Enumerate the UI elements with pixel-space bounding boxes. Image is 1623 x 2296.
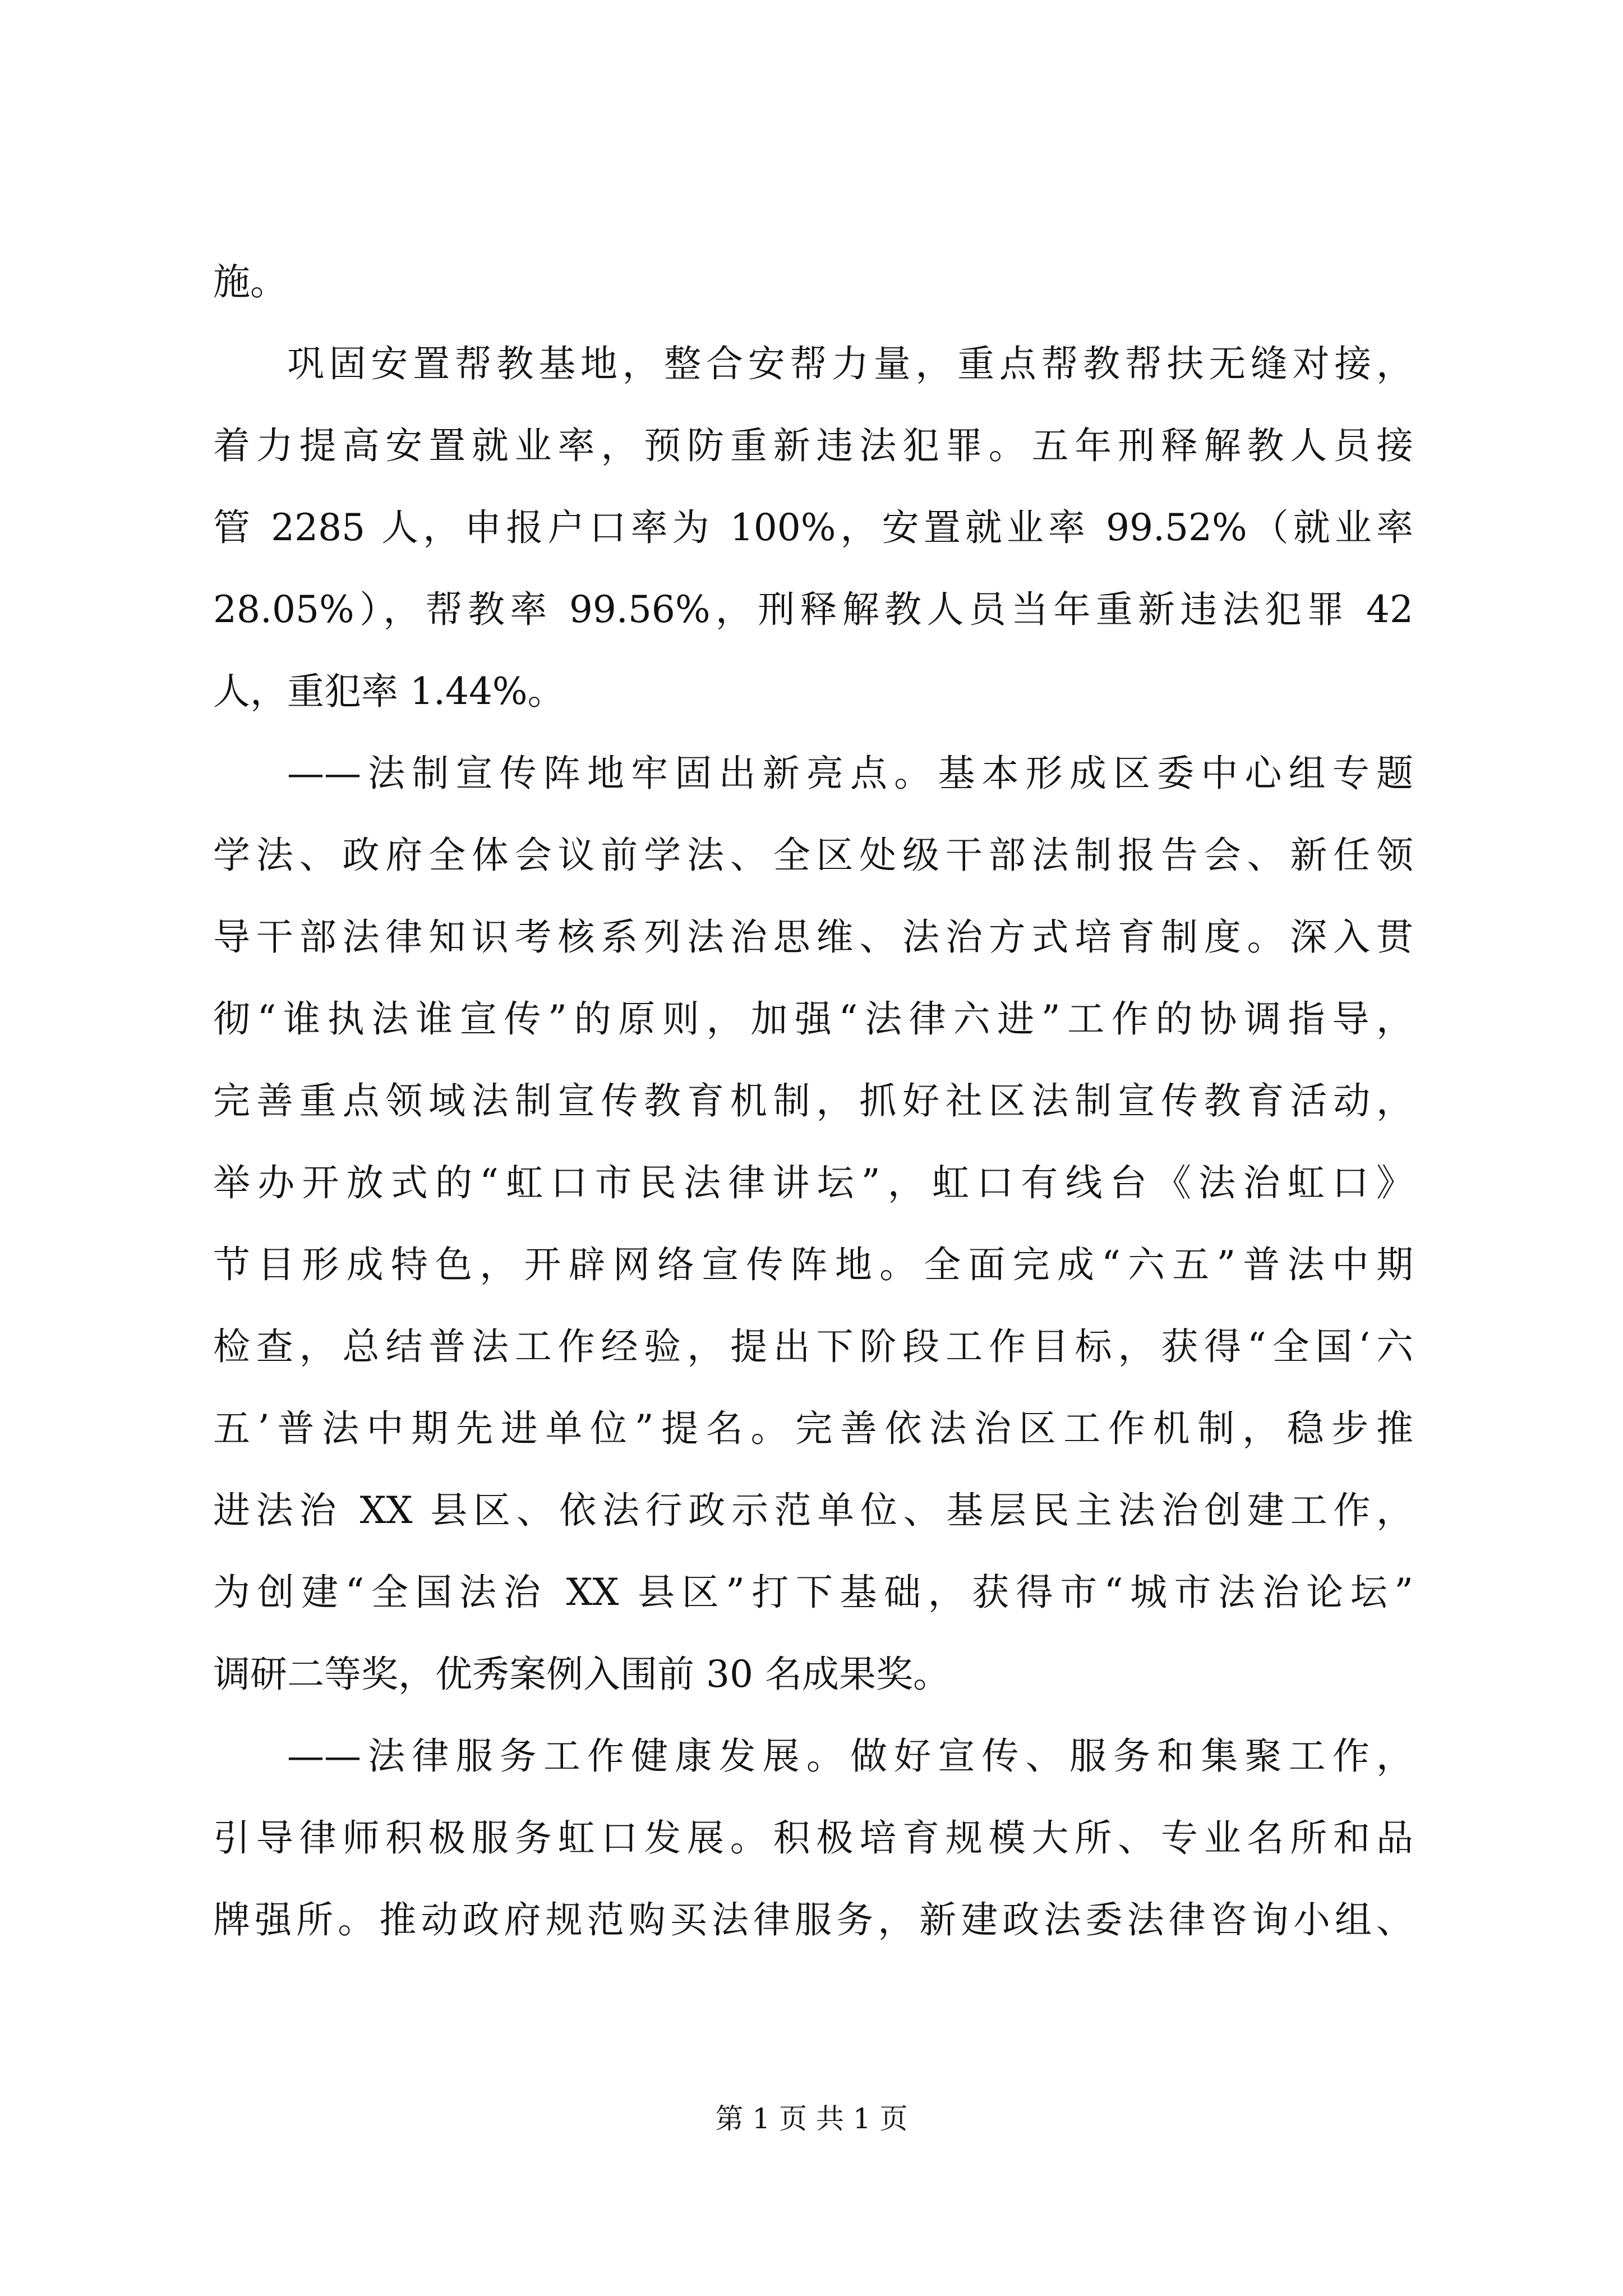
text-line: 彻“谁执法谁宣传”的原则，加强“法律六进”工作的协调指导， — [213, 997, 1413, 1041]
text-line: 为创建“全国法治 XX 县区”打下基础，获得市“城市法治论坛” — [213, 1571, 1413, 1614]
text-line: 学法、政府全体会议前学法、全区处级干部法制报告会、新任领 — [213, 834, 1413, 877]
text-line: 引导律师积极服务虹口发展。积极培育规模大所、专业名所和品 — [213, 1816, 1413, 1860]
text-line: 举办开放式的“虹口市民法律讲坛”，虹口有线台《法治虹口》 — [213, 1161, 1413, 1204]
text-line: 施。 — [213, 260, 287, 303]
paragraph — [213, 733, 1413, 1715]
text-line: ——法律服务工作健康发展。做好宣传、服务和集聚工作， — [287, 1734, 1413, 1778]
text-line: 着力提高安置就业率，预防重新违法犯罪。五年刑释解教人员接 — [213, 424, 1413, 467]
text-line: 五’普法中期先进单位”提名。完善依法治区工作机制，稳步推 — [213, 1407, 1413, 1450]
paragraph — [213, 323, 1413, 733]
text-line: 进法治 XX 县区、依法行政示范单位、基层民主法治创建工作， — [213, 1489, 1413, 1532]
text-line: 巩固安置帮教基地，整合安帮力量，重点帮教帮扶无缝对接， — [287, 342, 1413, 385]
text-line: 完善重点领域法制宣传教育机制，抓好社区法制宣传教育活动， — [213, 1079, 1413, 1122]
document-body — [213, 241, 1413, 1961]
page-footer: 第 1 页 共 1 页 — [715, 2102, 908, 2135]
text-line: 管 2285 人，申报户口率为 100%，安置就业率 99.52%（就业率 — [213, 506, 1413, 549]
text-line: 检查，总结普法工作经验，提出下阶段工作目标，获得“全国‘六 — [213, 1325, 1413, 1368]
text-line: ——法制宣传阵地牢固出新亮点。基本形成区委中心组专题 — [287, 752, 1413, 795]
text-line: 节目形成特色，开辟网络宣传阵地。全面完成“六五”普法中期 — [213, 1243, 1413, 1286]
paragraph — [213, 1715, 1413, 1961]
text-line: 28.05%），帮教率 99.56%，刑释解教人员当年重新违法犯罪 42 — [213, 588, 1413, 631]
text-line: 牌强所。推动政府规范购买法律服务，新建政法委法律咨询小组、 — [213, 1898, 1413, 1941]
text-line: 人，重犯率 1.44%。 — [213, 670, 565, 713]
text-line: 调研二等奖，优秀案例入围前 30 名成果奖。 — [213, 1653, 950, 1696]
paragraph — [213, 241, 1413, 323]
text-line: 导干部法律知识考核系列法治思维、法治方式培育制度。深入贯 — [213, 915, 1413, 959]
